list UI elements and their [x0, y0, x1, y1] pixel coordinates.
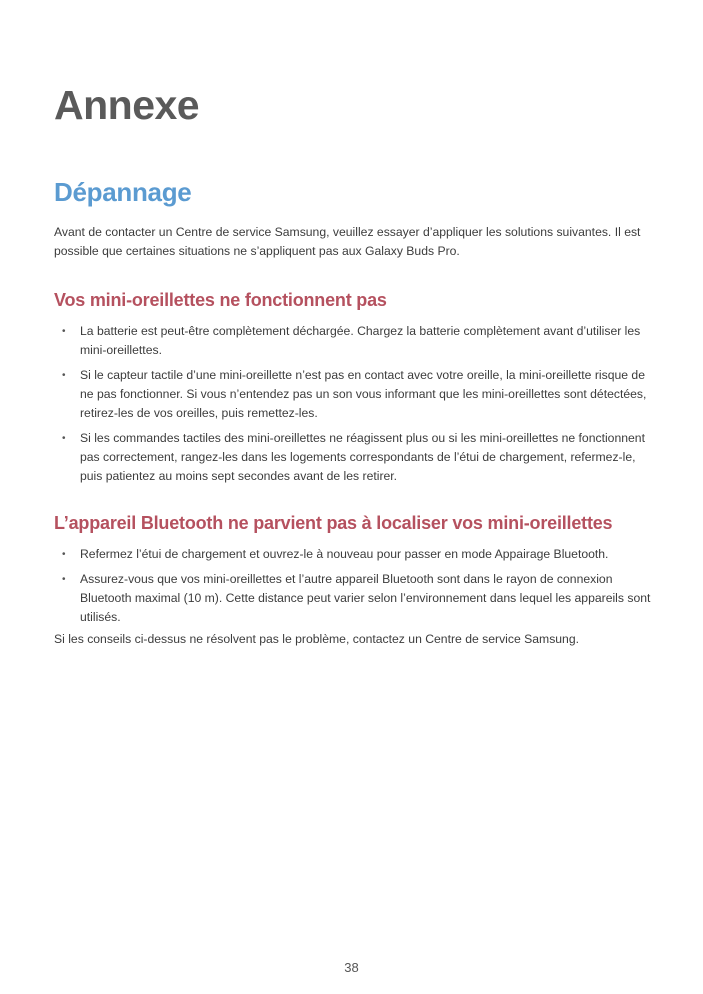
bullet-icon: • [62, 549, 66, 560]
chapter-title: Annexe [54, 82, 200, 128]
section-title: Dépannage [54, 177, 192, 207]
subsection-title-bluetooth-not-found: L’appareil Bluetooth ne parvient pas à localiser vos mini-oreillettes [54, 513, 613, 533]
closing-note: Si les conseils ci-dessus ne résolvent pas le problème, contactez un Centre de service Samsung. [54, 632, 580, 646]
bullet-list-bluetooth-not-found [54, 545, 654, 633]
list-item [54, 322, 654, 360]
list-item [54, 366, 654, 423]
bullet-icon: • [62, 433, 66, 444]
list-item [54, 570, 654, 627]
bullet-icon: • [62, 574, 66, 585]
bullet-icon: • [62, 370, 66, 381]
list-item [54, 545, 654, 564]
list-item-text: La batterie est peut-être complètement déchargée. Chargez la batterie complètement avant d’utiliser les mini-oreillettes. [80, 324, 641, 357]
list-item-text: Si le capteur tactile d’une mini-oreillette n’est pas en contact avec votre oreille, la mini-oreillette risque de ne pas fonctionner. Si vous n’entendez pas un son vous informant que les mini-oreillettes sont détectées, retirez-les de vos oreilles, puis remettez-les. [80, 368, 647, 420]
list-item-text: Assurez-vous que vos mini-oreillettes et l’autre appareil Bluetooth sont dans le rayon de connexion Bluetooth maximal (10 m). Cette distance peut varier selon l’environnement dans lequel les appareils sont utilisés. [80, 572, 651, 624]
list-item-text: Si les commandes tactiles des mini-oreillettes ne réagissent plus ou si les mini-oreillettes ne fonctionnent pas correctement, rangez-les dans les logements correspondants de l’étui de chargement, refermez-le, puis patientez au moins sept secondes avant de les retirer. [80, 431, 645, 483]
page-number: 38 [344, 960, 359, 975]
list-item-text: Refermez l’étui de chargement et ouvrez-le à nouveau pour passer en mode Appairage Bluetooth. [80, 547, 609, 561]
bullet-list-earbuds-not-working [54, 322, 654, 492]
subsection-title-earbuds-not-working: Vos mini-oreillettes ne fonctionnent pas [54, 290, 387, 310]
bullet-icon: • [62, 326, 66, 337]
list-item [54, 429, 654, 486]
section-intro: Avant de contacter un Centre de service Samsung, veuillez essayer d’appliquer les solutions suivantes. Il est possible que certaines situations ne s’appliquent pas aux Galaxy Buds Pro. [54, 225, 641, 258]
